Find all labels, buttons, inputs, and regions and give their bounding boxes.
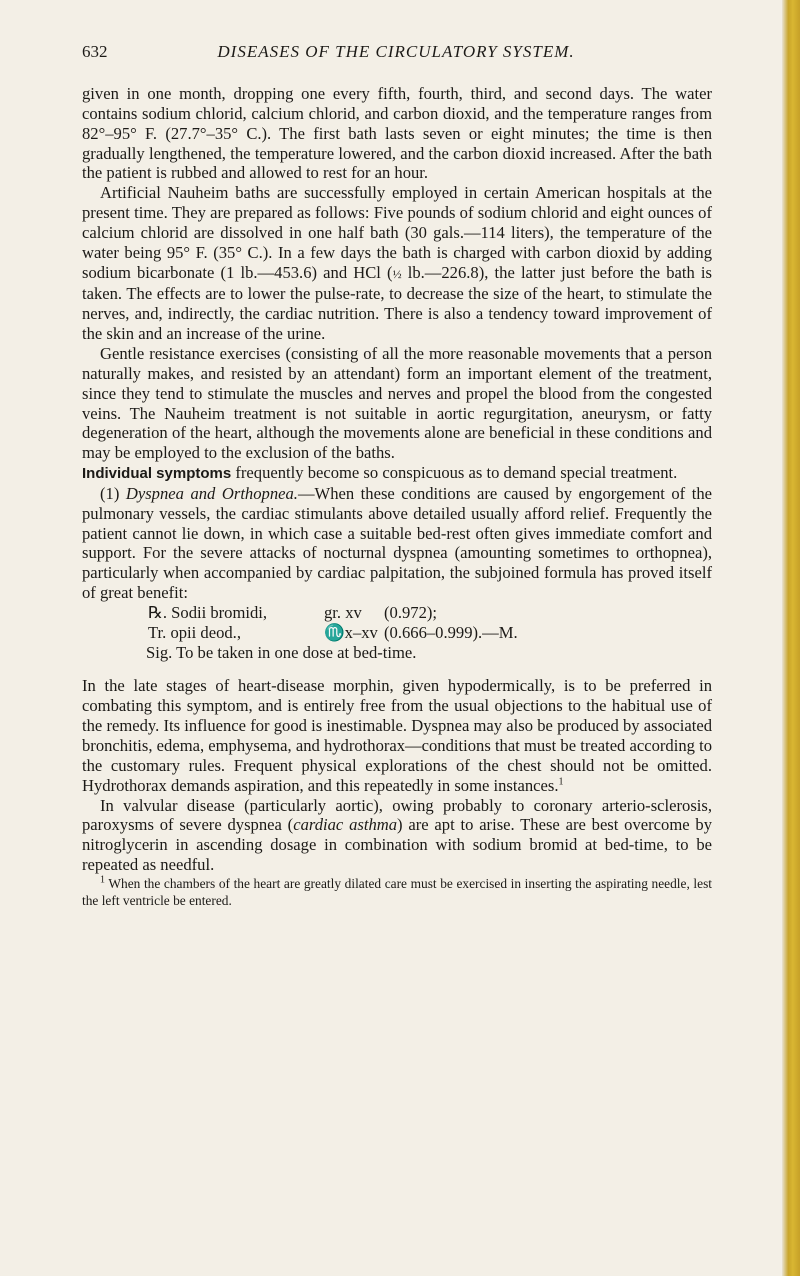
formula-dose: gr. xv xyxy=(324,602,362,622)
footnote xyxy=(82,875,712,909)
formula-metric: (0.972); xyxy=(384,602,437,622)
page-number: 632 xyxy=(82,42,108,61)
paragraph-resistance-exercises: Gentle resistance exercises (consisting of all the more reasonable movements that a person naturally makes, and resisted by an attendant) form an important element of the treatment, since they tend to stimulate the muscles and nerves and propel the blood from the congested veins. The Nauheim treatment is not suitable in aortic regurgitation, aneurysm, or fatty degeneration of the heart, although the movements alone are beneficial in these conditions and may be employed to the exclusion of the baths. xyxy=(82,343,712,463)
italic-heading: Dyspnea and Orthopnea. xyxy=(125,483,298,503)
footnote-mark: 1 xyxy=(100,874,105,886)
prescription-formula xyxy=(82,603,712,643)
footnote-reference[interactable]: 1 xyxy=(558,776,564,788)
formula-dose: ♏x–xv xyxy=(324,622,378,642)
text-run: Artificial Nauheim baths are successfully employed in certain American hospitals at the present time. They are prepared as follows: Five pounds of sodium chlorid and eight ounces of calcium chlorid are dissolved in one half bath (30 gals.—114 liters), the temperature of the water being 95° F. (35° C.). In a few days the bath is charged with carbon dioxid by adding sodium bicarbonate (1 lb.—453.6) and HCl ( xyxy=(82,183,712,282)
paragraph-artificial-nauheim xyxy=(82,183,712,344)
text-run: —When these conditions are caused by engorgement of the pulmonary vessels, the cardiac stimulants above detailed usually afford relief. Frequently the patient cannot lie down, in which case a suitable bed-rest often gives immediate comfort and support. For the severe attacks of nocturnal dyspnea (amounting sometimes to orthopnea), particularly when accompanied by cardiac palpitation, the subjoined formula has proved itself of great benefit: xyxy=(82,483,712,603)
formula-row xyxy=(148,603,712,623)
formula-ingredient: ℞. Sodii bromidi, xyxy=(148,602,268,622)
page-body xyxy=(82,84,712,909)
page-header xyxy=(82,42,710,66)
text-run: lb.—226.8), the latter just before the bath is taken. The effects are to lower the pulse-rate, to decrease the size of the heart, to stimulate the nerves, and, indirectly, the cardiac nutrition. There is also a tendency toward improvement of the skin and an increase of the urine. xyxy=(82,262,712,344)
bold-heading: Individual symptoms xyxy=(82,465,232,483)
paragraph-dyspnea xyxy=(82,484,712,603)
fraction-half: ½ xyxy=(392,266,402,281)
formula-row xyxy=(148,623,712,643)
text-run: In the late stages of heart-disease morphin, given hypodermically, is to be preferred in combating this symptom, and is entirely free from the usual objections to the habitual use of the remedy. Its influence for good is inestimable. Dyspnea may also be produced by associated bronchitis, edema, emphysema, and hydrothorax—conditions that must be treated according to the customary rules. Frequent physical explorations of the chest should not be omitted. Hydrothorax demands aspiration, and this repeatedly in some instances. xyxy=(82,676,712,795)
text-run: frequently become so conspicuous as to demand special treatment. xyxy=(231,463,678,483)
text-run: ) are apt to arise. These are best overcome by nitroglycerin in ascending dosage in combination with sodium bromid at bed-time, to be repeated as needful. xyxy=(82,815,712,875)
running-title: DISEASES OF THE CIRCULATORY SYSTEM. xyxy=(217,42,575,61)
gilt-page-edge xyxy=(782,0,800,1276)
footnote-text: When the chambers of the heart are greatly dilated care must be exercised in inserting the aspirating needle, lest the left ventricle be entered. xyxy=(82,875,712,908)
paragraph-individual-symptoms xyxy=(82,463,712,484)
list-number: (1) xyxy=(100,483,126,503)
formula-ingredient: Tr. opii deod., xyxy=(148,622,241,642)
paragraph-morphin xyxy=(82,676,712,795)
text-run: In valvular disease (particularly aortic), owing probably to coronary arterio-sclerosis, paroxysms of severe dyspnea ( xyxy=(82,795,712,835)
paragraph-bath-description: given in one month, dropping one every fifth, fourth, third, and second days. The water contains sodium chlorid, calcium chlorid, and carbon dioxid, and the temperature ranges from 82°–95° F. (27.7°–35° C.). The first bath lasts seven or eight minutes; the time is then gradually lengthened, the temperature lowered, and the carbon dioxid increased. After the bath the patient is rubbed and allowed to rest for an hour. xyxy=(82,84,712,183)
italic-term: cardiac asthma xyxy=(293,815,398,835)
prescription-signature: Sig. To be taken in one dose at bed-time. xyxy=(146,642,417,662)
formula-metric: (0.666–0.999).—M. xyxy=(384,622,518,642)
spacer xyxy=(82,662,712,676)
paragraph-valvular-disease xyxy=(82,796,712,875)
